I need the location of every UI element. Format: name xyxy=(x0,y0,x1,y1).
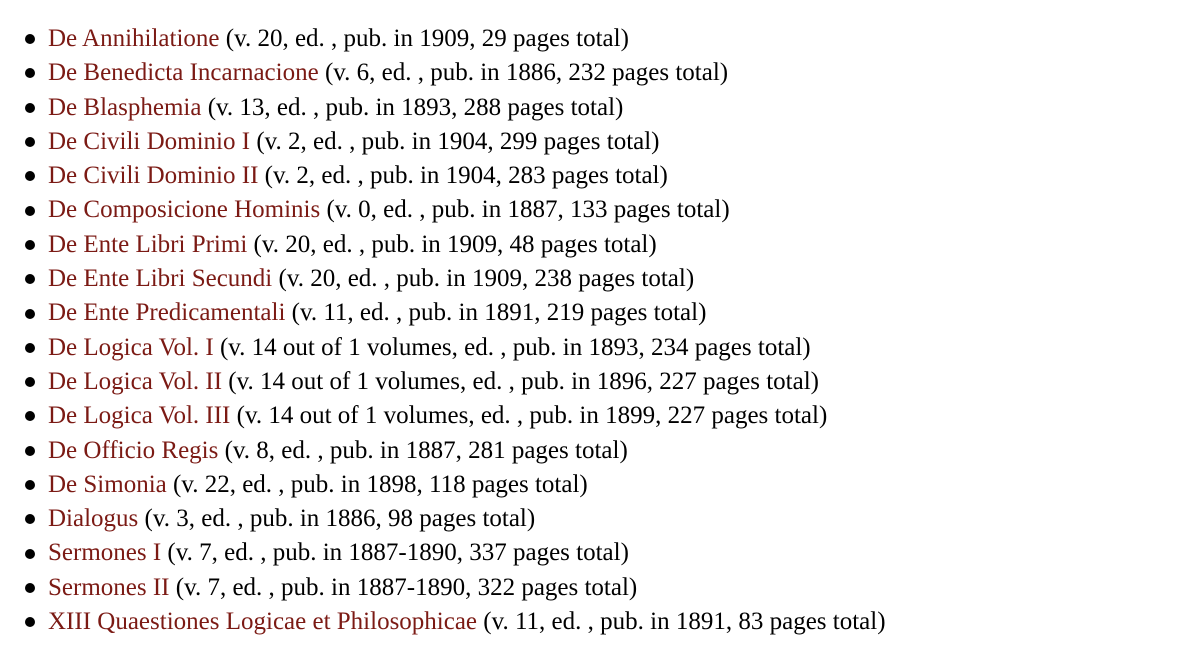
bullet-icon xyxy=(25,137,35,147)
bullet-icon xyxy=(25,617,35,627)
list-item xyxy=(0,228,886,262)
list-item xyxy=(0,125,886,159)
bullet-icon xyxy=(25,103,35,113)
work-details: (v. 8, ed. , pub. in 1887, 281 pages total) xyxy=(224,436,628,464)
work-details: (v. 0, ed. , pub. in 1887, 133 pages total) xyxy=(326,196,730,224)
list-item xyxy=(0,536,886,570)
list-item xyxy=(0,605,886,639)
work-title-link[interactable]: De Composicione Hominis xyxy=(48,196,321,224)
work-details: (v. 6, ed. , pub. in 1886, 232 pages total) xyxy=(324,59,729,87)
work-details: (v. 7, ed. , pub. in 1887-1890, 337 pages total) xyxy=(167,539,629,567)
work-title-link[interactable]: De Simonia xyxy=(48,470,167,498)
list-item xyxy=(0,91,886,125)
work-title-link[interactable]: De Officio Regis xyxy=(48,436,219,464)
list-item xyxy=(0,56,886,90)
bullet-icon xyxy=(25,514,35,524)
work-title-link[interactable]: De Benedicta Incarnacione xyxy=(48,59,319,87)
bullet-icon xyxy=(25,240,35,250)
work-title-link[interactable]: Sermones I xyxy=(48,539,162,567)
bullet-icon xyxy=(25,171,35,181)
work-title-link[interactable]: XIII Quaestiones Logicae et Philosophicae xyxy=(48,608,478,636)
work-details: (v. 20, ed. , pub. in 1909, 238 pages total) xyxy=(278,265,695,293)
work-details: (v. 2, ed. , pub. in 1904, 283 pages total) xyxy=(264,162,668,190)
bullet-icon xyxy=(25,343,35,353)
work-title-link[interactable]: Sermones II xyxy=(48,573,170,601)
list-item xyxy=(0,434,886,468)
work-title-link[interactable]: Dialogus xyxy=(48,505,139,533)
list-item xyxy=(0,399,886,433)
work-details: (v. 14 out of 1 volumes, ed. , pub. in 1893, 234 pages total) xyxy=(219,333,811,361)
bullet-icon xyxy=(25,583,35,593)
work-title-link[interactable]: De Logica Vol. II xyxy=(48,367,223,395)
list-item xyxy=(0,468,886,502)
list-item xyxy=(0,262,886,296)
work-details: (v. 14 out of 1 volumes, ed. , pub. in 1899, 227 pages total) xyxy=(236,402,828,430)
work-details: (v. 2, ed. , pub. in 1904, 299 pages total) xyxy=(256,127,660,155)
bullet-icon xyxy=(25,446,35,456)
bullet-icon xyxy=(25,206,35,216)
work-details: (v. 11, ed. , pub. in 1891, 83 pages total) xyxy=(483,608,886,636)
bullet-icon xyxy=(25,34,35,44)
work-details: (v. 22, ed. , pub. in 1898, 118 pages total) xyxy=(173,470,588,498)
work-title-link[interactable]: De Logica Vol. III xyxy=(48,402,231,430)
work-title-link[interactable]: De Ente Libri Secundi xyxy=(48,265,273,293)
work-details: (v. 11, ed. , pub. in 1891, 219 pages total) xyxy=(291,299,707,327)
bullet-icon xyxy=(25,549,35,559)
work-details: (v. 20, ed. , pub. in 1909, 29 pages total) xyxy=(225,25,629,52)
list-item xyxy=(0,331,886,365)
work-title-link[interactable]: De Ente Predicamentali xyxy=(48,299,286,327)
work-title-link[interactable]: De Annihilatione xyxy=(48,25,220,52)
bullet-icon xyxy=(25,377,35,387)
work-details: (v. 20, ed. , pub. in 1909, 48 pages total) xyxy=(253,230,657,258)
work-details: (v. 13, ed. , pub. in 1893, 288 pages total) xyxy=(207,93,624,121)
work-title-link[interactable]: De Civili Dominio II xyxy=(48,162,259,190)
work-details: (v. 14 out of 1 volumes, ed. , pub. in 1896, 227 pages total) xyxy=(228,367,819,395)
list-item xyxy=(0,159,886,193)
bullet-icon xyxy=(25,274,35,284)
work-title-link[interactable]: De Logica Vol. I xyxy=(48,333,214,361)
work-title-link[interactable]: De Ente Libri Primi xyxy=(48,230,248,258)
work-title-link[interactable]: De Blasphemia xyxy=(48,93,202,121)
works-list xyxy=(0,22,886,639)
list-item xyxy=(0,571,886,605)
list-item xyxy=(0,502,886,536)
list-item xyxy=(0,296,886,330)
bullet-icon xyxy=(25,68,35,78)
work-details: (v. 3, ed. , pub. in 1886, 98 pages total) xyxy=(144,505,536,533)
work-title-link[interactable]: De Civili Dominio I xyxy=(48,127,251,155)
list-item xyxy=(0,365,886,399)
bullet-icon xyxy=(25,411,35,421)
work-details: (v. 7, ed. , pub. in 1887-1890, 322 pages total) xyxy=(175,573,638,601)
list-item xyxy=(0,22,886,56)
bullet-icon xyxy=(25,309,35,319)
bullet-icon xyxy=(25,480,35,490)
list-item xyxy=(0,193,886,227)
